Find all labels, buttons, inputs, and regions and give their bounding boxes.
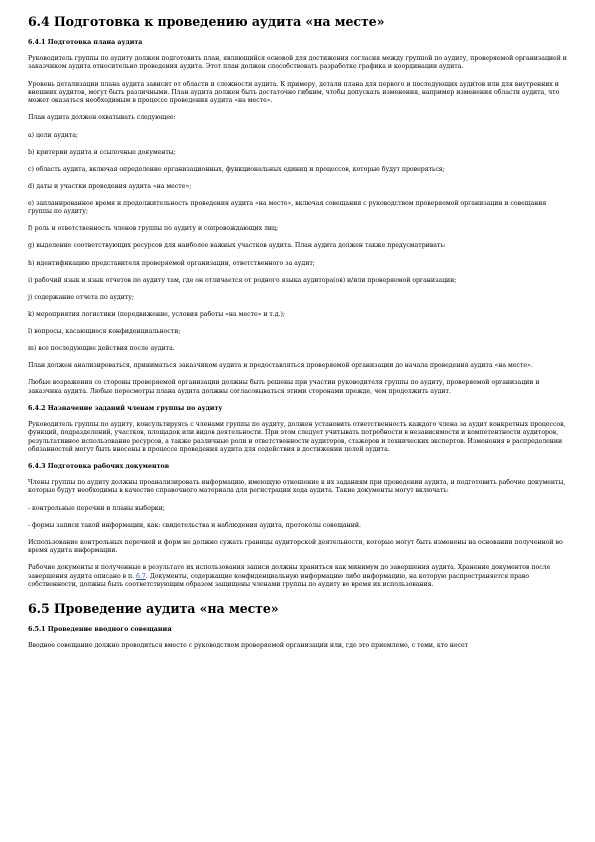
paragraph: Уровень детализации плана аудита зависит от области и сложности аудита. К примеру, детали плана для первого и последующих аудитов или для внутренних и внешних аудитов, могут быть различными. План аудита должен быть достаточно гибким, чтобы допускать изменения, например изменения области аудита, что может оказаться необходимым в процессе проведения аудита «на месте». (28, 80, 560, 105)
paragraph: Члены группы по аудиту должны проанализировать информацию, имеющую отношение к их заданиям при проведении аудита, и подготовить рабочие документы, которые будут необходимы в качестве справочного материала для регистрации хода аудита. Такие документы могут включать: (28, 479, 566, 495)
subsection-title-6-4-1: 6.4.1 Подготовка плана аудита (28, 39, 143, 46)
list-item: e) запланированное время и продолжительность проведения аудита «на месте», включая совещания с руководством проверяемой организации и совещания группы по аудиту; (28, 199, 547, 216)
paragraph-text: . Документы, содержащие конфиденциальную информацию либо информацию, на которую распространяется право собственности, должны быть соответствующим образом защищены членами группы по аудиту во время их использования. (28, 572, 529, 589)
list-item: d) даты и участки проведения аудита «на месте»; (28, 182, 192, 190)
paragraph: План аудита должен охватывать следующее: (28, 114, 176, 122)
list-item: f) роль и ответственность членов группы по аудиту и сопровождающих лиц; (28, 225, 279, 233)
paragraph: Руководитель группы по аудиту должен подготовить план, являющийся основой для достижения согласия между группой по аудиту, проверяемой организацией и заказчиком аудита относительно проведения аудита. Этот план должен способствовать разработке графика и координации аудита. (28, 55, 567, 71)
section-link-6-7[interactable]: 6.7 (136, 572, 146, 580)
paragraph (28, 564, 568, 589)
subsection-title-6-4-2: 6.4.2 Назначение заданий членам группы по аудиту (28, 404, 223, 412)
list-item: c) область аудита, включая определение организационных, функциональных единиц и процессов, которые будут проверяться; (28, 165, 445, 173)
subsection-title-6-5-1: 6.5.1 Проведение вводного совещания (28, 626, 172, 634)
paragraph: План должен анализироваться, приниматься заказчиком аудита и предоставляться проверяемой организации до начала проведения аудита «на месте». (28, 362, 533, 370)
section-title-6-4: 6.4 Подготовка к проведению аудита «на месте» (28, 14, 385, 29)
paragraph-text: Рабочие документы и полученные в результате их использования записи должны храниться как минимум до завершения аудита. Хранение документов после завершения аудита описано в п. (28, 564, 551, 580)
list-item: - контрольные перечни и планы выборки; (28, 504, 165, 512)
paragraph: Руководитель группы по аудиту, консультируясь с членами группы по аудиту, должен установить ответственность каждого члена за аудит конкретных процессов, функций, подразделений, участков, площадок или видов деятельности. При этом следует учитывать потребности в независимости и компетентности аудиторов, результативное использование ресурсов, а также различные роли и ответственности аудиторов, стажеров и технических экспертов. Изменения в распределении обязанностей могут быть внесены в процессе проведения аудита для содействия в достижении целей аудита. (28, 420, 566, 453)
section-title-6-5: 6.5 Проведение аудита «на месте» (28, 601, 279, 617)
list-item: a) цели аудита; (28, 131, 78, 139)
list-item: b) критерии аудита и ссылочные документы; (28, 148, 176, 156)
paragraph: Вводное совещание должно проводиться вместе с руководством проверяемой организации или, где это приемлемо, с теми, кто несет (28, 642, 469, 650)
list-item: i) рабочий язык и язык отчетов по аудиту там, где он отличается от родного языка аудитора(ов) и/или проверяемой организации; (28, 276, 457, 284)
list-item: - формы записи такой информации, как: свидетельства и наблюдения аудита, протоколы совещаний. (28, 521, 361, 529)
paragraph: Использование контрольных перечней и форм не должно сужать границы аудиторской деятельности, которые могут быть изменены на основании полученной во время аудита информации. (28, 538, 563, 555)
list-item: j) содержание отчета по аудиту; (28, 293, 134, 301)
paragraph: Любые возражения со стороны проверяемой организации должны быть решены при участии руководителя группы по аудиту, проверяемой организации и заказчика аудита. Любые пересмотры плана аудита должны согласовываться этими сторонами прежде, чем продолжить аудит. (28, 379, 540, 395)
subsection-title-6-4-3: 6.4.3 Подготовка рабочих документов (28, 463, 170, 471)
list-item: g) выделение соответствующих ресурсов для наиболее важных участков аудита. План аудита должен также предусматривать: (28, 242, 446, 250)
list-item: m) все последующие действия после аудита. (28, 345, 175, 353)
list-item: l) вопросы, касающиеся конфиденциальности; (28, 327, 181, 335)
list-item: k) мероприятия логистики (передвижение, условия работы «на месте» и т.д.); (28, 310, 285, 318)
list-item: h) идентификацию представителя проверяемой организации, ответственного за аудит; (28, 259, 315, 267)
